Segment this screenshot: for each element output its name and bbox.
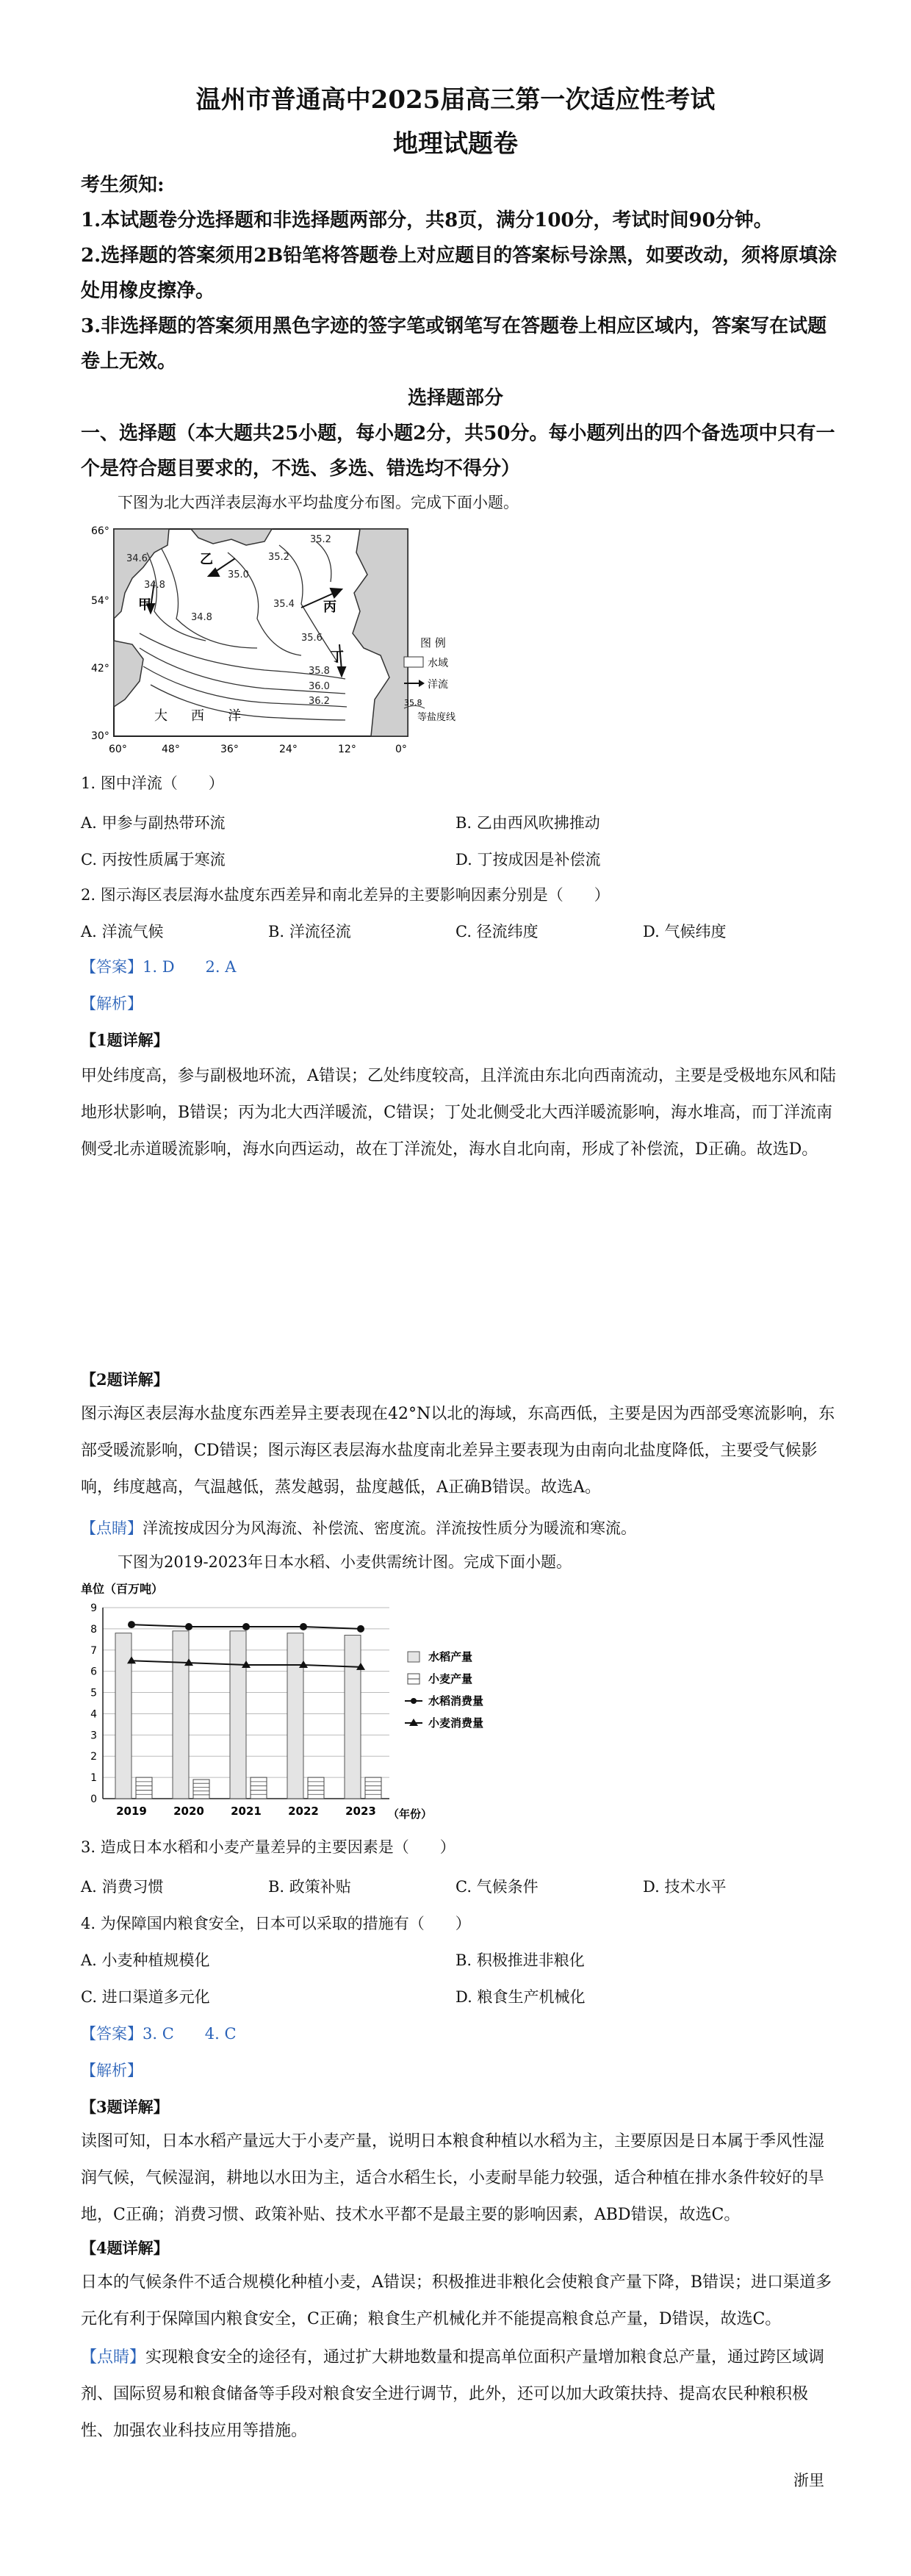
point-2-label: 【点睛】 (81, 2348, 146, 2367)
point-2 (81, 2339, 838, 2450)
x-tick-label: 2021 (231, 1805, 262, 1818)
isoline-label: 34.6 (126, 553, 148, 564)
rice-consumption-point (300, 1623, 307, 1630)
q1-option-b: B. 乙由西风吹拂推动 (455, 814, 600, 832)
q1-option-c: C. 丙按性质属于寒流 (81, 851, 226, 868)
detail-3-text: 读图可知，日本水稻产量远大于小麦产量，说明日本粮食种植以水稻为主，主要原因是日本属于季风性湿润气候，气候湿润，耕地以水田为主，适合水稻生长，小麦耐旱能力较强，适合种植在排水条件较好的旱地，C正确；消费习惯、政策补贴、技术水平都不是最主要的影响因素，ABD错误，故选C。 (81, 2132, 825, 2224)
region-label-yi: 乙 (200, 552, 213, 567)
section-instruction: 一、选择题（本大题共25小题，每小题2分，共50分。每小题列出的四个备选项中只有一个是符合题目要求的，不选、多选、错选均不得分） (81, 422, 835, 480)
legend-rice-consumption-marker (411, 1698, 417, 1704)
lon-label: 60° (109, 744, 127, 755)
detail-4-label: 【4题详解】 (81, 2239, 169, 2257)
legend-label: 小麦产量 (428, 1672, 473, 1685)
legend-label: 小麦消费量 (428, 1716, 484, 1730)
y-tick-label: 3 (90, 1730, 97, 1742)
region-label-jia: 甲 (138, 597, 151, 613)
wheat-production-bar (193, 1780, 209, 1799)
legend-current-arrowhead (419, 680, 425, 687)
isoline-label: 35.6 (301, 633, 323, 644)
isoline-label: 35.2 (310, 534, 331, 545)
isoline-label: 35.2 (268, 552, 289, 563)
y-tick-label: 6 (90, 1666, 97, 1678)
legend-label: 水稻产量 (428, 1650, 473, 1663)
detail-3-label: 【3题详解】 (81, 2098, 169, 2116)
region-label-ding: 丁 (331, 650, 344, 665)
q2-option-a: A. 洋流气候 (81, 923, 164, 940)
q4-option-c: C. 进口渠道多元化 (81, 1988, 210, 2006)
lon-label: 36° (220, 744, 239, 755)
rice-consumption-point (357, 1625, 364, 1633)
lon-label: 48° (162, 744, 180, 755)
y-tick-label: 2 (90, 1751, 97, 1763)
analysis-label-2: 【解析】 (81, 2062, 143, 2079)
rice-production-bar (287, 1633, 303, 1799)
notice-item-2: 2.选择题的答案须用2B铅笔将答题卷上对应题目的答案标号涂黑，如要改动，须将原填涂处用橡皮擦净。 (81, 245, 838, 302)
point-2-text: 实现粮食安全的途径有，通过扩大耕地数量和提高单位面积产量增加粮食总产量，通过跨区域调剂、国际贸易和粮食储备等手段对粮食安全进行调节，此外，还可以加大政策扶持、提高农民种粮积极性、加强农业科技应用等措施。 (81, 2348, 825, 2440)
legend-sample-value: 35.8 (404, 698, 422, 708)
lat-label: 30° (91, 730, 109, 742)
region-label-bing: 丙 (323, 600, 336, 615)
legend-isoline: 等盐度线 (417, 712, 456, 723)
rice-production-bar (115, 1633, 132, 1799)
rice-production-bar (345, 1636, 361, 1799)
legend-water: 水域 (428, 658, 448, 669)
x-tick-label: 2019 (116, 1805, 147, 1818)
detail-1-label: 【1题详解】 (81, 1031, 169, 1049)
q2-option-b: B. 洋流径流 (268, 923, 351, 940)
notice-heading: 考生须知: (81, 174, 165, 196)
chart-ylabel: 单位（百万吨） (81, 1582, 164, 1596)
wheat-production-bar (308, 1777, 324, 1799)
point-1-text: 洋流按成因分为风海流、补偿流、密度流。洋流按性质分为暖流和寒流。 (143, 1519, 636, 1537)
rice-production-bar (230, 1631, 246, 1799)
notice-item-3: 3.非选择题的答案须用黑色字迹的签字笔或钢笔写在答题卷上相应区域内，答案写在试题卷上无效。 (81, 315, 827, 373)
isoline-label: 35.8 (309, 666, 330, 677)
q1-option-d: D. 丁按成因是补偿流 (455, 851, 601, 868)
region-label-ocean-1: 大 (154, 708, 168, 724)
y-tick-label: 7 (90, 1644, 97, 1657)
lat-label: 66° (91, 525, 109, 537)
y-tick-label: 9 (90, 1602, 97, 1614)
lat-label: 54° (91, 595, 109, 607)
detail-2-text: 图示海区表层海水盐度东西差异主要表现在42°N以北的海域，东高西低，主要是因为西部受寒流影响，东部受暖流影响，CD错误；图示海区表层海水盐度南北差异主要表现为由南向北盐度降低，主要受气候影响，纬度越高，气温越低，蒸发越弱，盐度越低，A正确B错误。故选A。 (81, 1405, 835, 1497)
y-tick-label: 1 (90, 1772, 97, 1785)
legend-water-swatch (404, 657, 423, 667)
y-tick-label: 4 (90, 1708, 97, 1721)
supply-demand-chart (81, 1580, 522, 1822)
y-tick-label: 5 (90, 1687, 97, 1699)
wheat-production-bar (365, 1777, 381, 1799)
rice-consumption-point (185, 1623, 192, 1630)
q1-stem: 1. 图中洋流（ ） (81, 774, 224, 792)
group1-intro: 下图为北大西洋表层海水平均盐度分布图。完成下面小题。 (118, 494, 519, 511)
legend-title: 图 例 (420, 636, 446, 650)
isoline-label: 35.0 (228, 569, 249, 580)
x-tick-label: 2023 (345, 1805, 376, 1818)
page-subtitle: 地理试题卷 (393, 129, 518, 159)
isoline-label: 34.8 (144, 580, 165, 591)
q4-stem: 4. 为保障国内粮食安全，日本可以采取的措施有（ ） (81, 1915, 471, 1932)
q4-option-d: D. 粮食生产机械化 (455, 1988, 586, 2006)
wheat-production-bar (251, 1777, 267, 1799)
section-title: 选择题部分 (407, 387, 503, 409)
q1-option-a: A. 甲参与副热带环流 (81, 814, 226, 832)
x-tick-label: 2022 (288, 1805, 319, 1818)
q3-option-d: D. 技术水平 (643, 1878, 727, 1896)
point-1-label: 【点睛】 (81, 1519, 143, 1537)
q4-option-a: A. 小麦种植规模化 (81, 1951, 210, 1969)
detail-2-label: 【2题详解】 (81, 1370, 169, 1389)
group2-intro: 下图为2019-2023年日本水稻、小麦供需统计图。完成下面小题。 (118, 1553, 572, 1571)
rice-consumption-point (242, 1623, 250, 1630)
legend-current: 洋流 (428, 679, 448, 691)
region-label-ocean-3: 洋 (228, 708, 241, 724)
footer-mark: 浙里 (793, 2472, 824, 2489)
lon-label: 12° (338, 744, 356, 755)
region-label-ocean-2: 西 (191, 708, 204, 724)
legend-label: 水稻消费量 (428, 1694, 484, 1708)
notice-item-1: 1.本试题卷分选择题和非选择题两部分，共8页，满分100分，考试时间90分钟。 (81, 209, 773, 231)
q3-option-a: A. 消费习惯 (81, 1878, 164, 1896)
q3-stem: 3. 造成日本水稻和小麦产量差异的主要因素是（ ） (81, 1838, 455, 1856)
isoline-label: 36.0 (309, 681, 330, 692)
isoline-label: 34.8 (191, 612, 212, 623)
isoline-label: 36.2 (309, 696, 330, 707)
y-tick-label: 8 (90, 1623, 97, 1636)
q3-option-c: C. 气候条件 (455, 1878, 539, 1896)
lon-label: 24° (279, 744, 298, 755)
point-1 (81, 1517, 838, 1539)
chart-xlabel: （年份） (388, 1807, 433, 1821)
lon-label: 0° (395, 744, 407, 755)
legend-rice-production-swatch (408, 1652, 420, 1662)
detail-1-text: 甲处纬度高，参与副极地环流，A错误；乙处纬度较高，且洋流由东北向西南流动，主要是受极地东风和陆地形状影响，B错误；丙为北大西洋暖流，C错误；丁处北侧受北大西洋暖流影响，海水堆高，而丁洋流南侧受北赤道暖流影响，海水向西运动，故在丁洋流处，海水自北向南，形成了补偿流，D正确。故选D。 (81, 1067, 836, 1159)
q3-option-b: B. 政策补贴 (268, 1878, 351, 1896)
rice-production-bar (173, 1631, 189, 1799)
q2-stem: 2. 图示海区表层海水盐度东西差异和南北差异的主要影响因素分别是（ ） (81, 886, 610, 904)
detail-4-text: 日本的气候条件不适合规模化种植小麦，A错误；积极推进非粮化会使粮食产量下降，B错误；进口渠道多元化有利于保障国内粮食安全，C正确；粮食生产机械化并不能提高粮食总产量，D错误，故选C。 (81, 2273, 832, 2328)
answer-3-4: 【答案】3. C 4. C (81, 2025, 237, 2043)
x-tick-label: 2020 (173, 1805, 204, 1818)
salinity-map (81, 523, 456, 758)
lat-label: 42° (91, 663, 109, 674)
q2-option-c: C. 径流纬度 (455, 923, 539, 940)
rice-consumption-point (128, 1621, 135, 1628)
y-tick-label: 0 (90, 1794, 97, 1805)
wheat-production-bar (136, 1777, 152, 1799)
isoline-label: 35.4 (273, 599, 295, 610)
q4-option-b: B. 积极推进非粮化 (455, 1951, 585, 1969)
page-title: 温州市普通高中2025届高三第一次适应性考试 (195, 85, 716, 115)
q2-option-d: D. 气候纬度 (643, 923, 727, 940)
analysis-label-1: 【解析】 (81, 995, 143, 1012)
answer-1-2: 【答案】1. D 2. A (81, 958, 237, 976)
